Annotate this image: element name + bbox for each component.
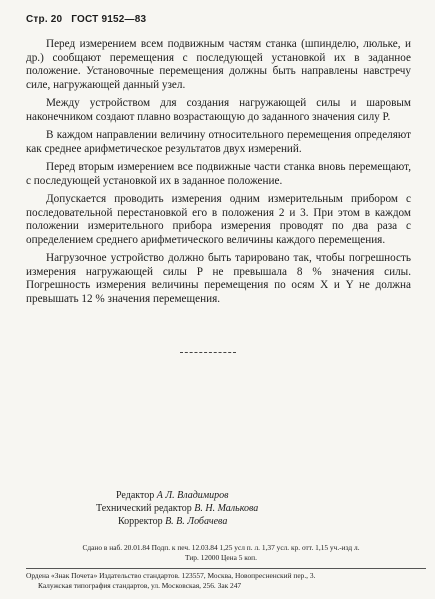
publisher-footer bbox=[26, 568, 426, 590]
imprint bbox=[26, 543, 416, 562]
tech-editor-line bbox=[0, 502, 435, 515]
corrector-name: В. В. Лобачева bbox=[165, 516, 228, 527]
paragraph: Перед измерением всем подвижным частям станка (шпинделю, люльке, и др.) сообщают перемещения с последующей установкой их в заданное положение. Установочные перемещения должны быть направлены навстречу силе, нагружающей данный узел. bbox=[26, 38, 411, 91]
paragraph: В каждом направлении величину относительного перемещения определяют как среднее арифметическое результатов двух измерений. bbox=[26, 129, 411, 155]
editor-label: Редактор bbox=[116, 490, 155, 501]
page-header bbox=[26, 14, 152, 25]
tech-editor-name: В. Н. Малькова bbox=[194, 503, 259, 514]
body-text bbox=[26, 38, 411, 311]
editor-line bbox=[0, 489, 435, 502]
paragraph: Между устройством для создания нагружающей силы и шаровым наконечником создают плавно возрастающую до заданного значения силу P. bbox=[26, 97, 411, 123]
page-label: Стр. 20 bbox=[26, 14, 63, 25]
imprint-line: Сдано в наб. 20.01.84 Подп. к печ. 12.03.84 1,25 усл п. л. 1,37 усл. кр. отт. 1,15 уч.-изд л. bbox=[82, 543, 360, 552]
paragraph: Допускается проводить измерения одним измерительным прибором с последовательной перестановкой его в положения 2 и 3. При этом в каждом положении измерительного прибора измерения проводят по два раза с определением среднего арифметического величины каждого перемещения. bbox=[26, 193, 411, 246]
corrector-label: Корректор bbox=[118, 516, 163, 527]
paragraph: Нагрузочное устройство должно быть тарировано так, чтобы погрешность измерения нагружающей силы P не превышала 8 % значения силы. Погрешность измерения величины перемещения по осям X и Y не должна превышать 12 % значения перемещения. bbox=[26, 252, 411, 305]
standard-number: ГОСТ 9152—83 bbox=[71, 14, 147, 25]
credits-block bbox=[0, 489, 435, 528]
tech-editor-label: Технический редактор bbox=[96, 503, 192, 514]
printer-line: Калужская типография стандартов, ул. Московская, 256. Зак 247 bbox=[38, 580, 242, 590]
imprint-line: Тир. 12000 Цена 5 коп. bbox=[185, 552, 257, 562]
paragraph: Перед вторым измерением все подвижные части станка вновь перемещают, с последующей установкой их в заданное положение. bbox=[26, 161, 411, 187]
section-divider bbox=[180, 352, 236, 353]
publisher-line: Ордена «Знак Почета» Издательство стандартов. 123557, Москва, Новопресненский пер., 3. bbox=[26, 571, 316, 580]
corrector-line bbox=[0, 515, 435, 528]
editor-name: А Л. Владимиров bbox=[156, 490, 229, 501]
